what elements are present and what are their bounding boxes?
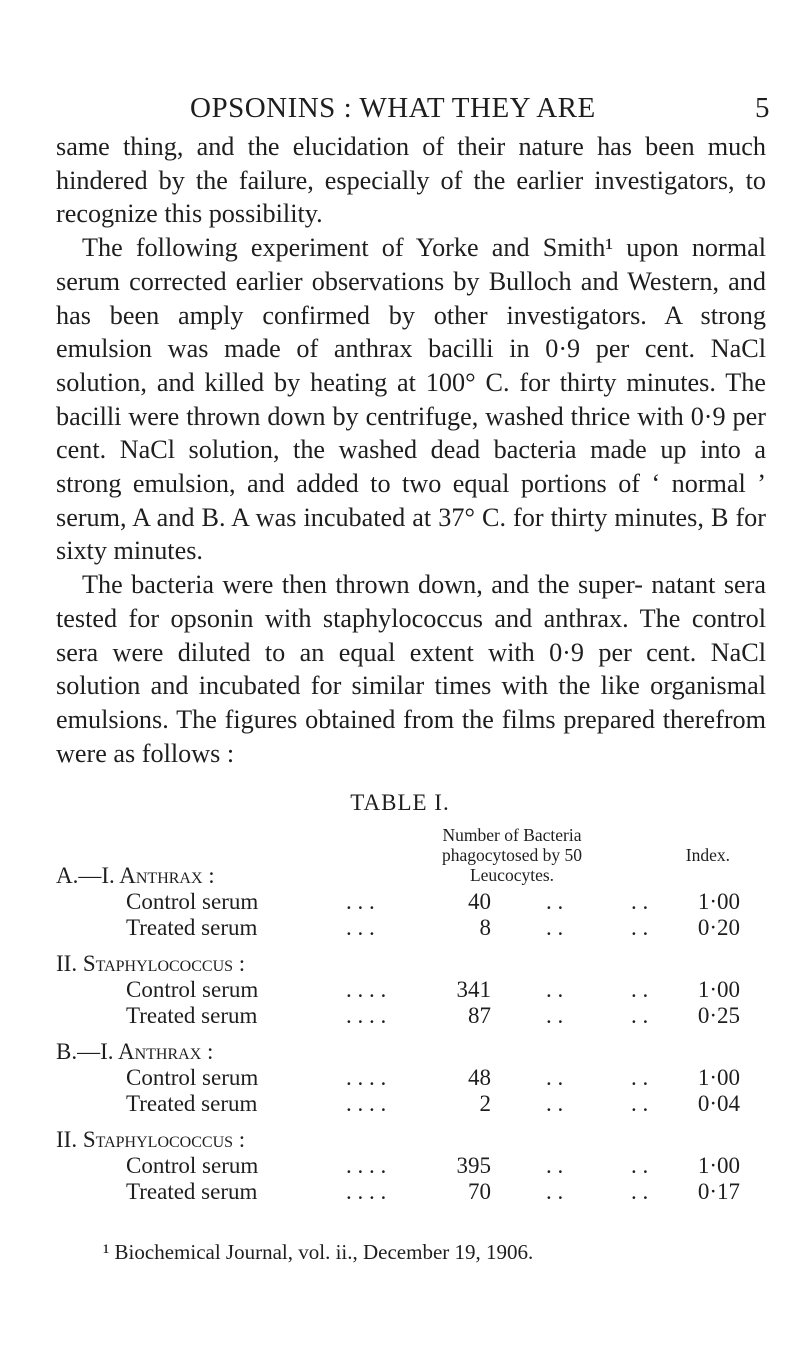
serum-label: Control serum: [126, 889, 259, 914]
table-section-row: [56, 951, 756, 977]
bacteria-count: 87: [468, 1003, 491, 1028]
table-row: [56, 889, 756, 915]
section-label: II. Staphylococcus :: [56, 1127, 246, 1152]
serum-label: Treated serum: [126, 915, 258, 940]
table-row: [56, 1153, 756, 1179]
index-value: 0·25: [697, 1003, 740, 1028]
leader-dots: . .: [631, 1065, 649, 1090]
leader-dots: . .: [546, 977, 564, 1002]
footnote: ¹ Biochemical Journal, vol. ii., December 19, 1906.: [103, 1240, 534, 1264]
paragraph-1: same thing, and the elucidation of their nature has been much hindered by the failure, especially of the earlier investigators, to recognize this possibility.: [56, 132, 766, 229]
leader-dots: . . . .: [346, 977, 387, 1002]
table-row: [56, 977, 756, 1003]
bacteria-count: 48: [468, 1065, 491, 1090]
column-header-count: Number of Bacteria phagocytosed by 50 Leucocytes.: [442, 825, 582, 885]
leader-dots: . . . .: [346, 1179, 387, 1204]
table-row: [56, 915, 756, 941]
leader-dots: . .: [546, 915, 564, 940]
leader-dots: . .: [631, 977, 649, 1002]
serum-label: Control serum: [126, 1153, 259, 1178]
serum-label: Treated serum: [126, 1003, 258, 1028]
leader-dots: . .: [546, 1003, 564, 1028]
data-table: [56, 863, 756, 1205]
serum-label: Control serum: [126, 1065, 259, 1090]
bacteria-count: 395: [456, 1153, 491, 1178]
leader-dots: . . . .: [346, 1153, 387, 1178]
section-label: A.—I. Anthrax :: [56, 863, 215, 888]
leader-dots: . .: [631, 889, 649, 914]
leader-dots: . .: [546, 1065, 564, 1090]
serum-label: Control serum: [126, 977, 259, 1002]
bacteria-count: 8: [479, 915, 491, 940]
running-title: OPSONINS : WHAT THEY ARE: [190, 92, 596, 124]
index-value: 0·04: [697, 1091, 740, 1116]
bacteria-count: 40: [468, 889, 491, 914]
table-section-row: [56, 863, 756, 889]
leader-dots: . .: [631, 1153, 649, 1178]
leader-dots: . .: [546, 889, 564, 914]
section-label: II. Staphylococcus :: [56, 951, 246, 976]
serum-label: Treated serum: [126, 1091, 258, 1116]
table-row: [56, 1065, 756, 1091]
bacteria-count: 341: [456, 977, 491, 1002]
bacteria-count: 2: [479, 1091, 491, 1116]
leader-dots: . .: [631, 915, 649, 940]
leader-dots: . .: [546, 1179, 564, 1204]
leader-dots: . . . .: [346, 1003, 387, 1028]
running-header: [190, 92, 770, 125]
leader-dots: . . .: [346, 889, 375, 914]
table-section-row: [56, 1127, 756, 1153]
index-value: 1·00: [697, 1065, 740, 1090]
index-value: 1·00: [697, 889, 740, 914]
table-row: [56, 1179, 756, 1205]
index-value: 0·20: [697, 915, 740, 940]
body-text: [56, 130, 766, 770]
leader-dots: . .: [546, 1091, 564, 1116]
index-value: 1·00: [697, 977, 740, 1002]
paragraph-3: The bacteria were then thrown down, and the super- natant sera tested for opsonin with staphylococcus and anthrax. The control sera were diluted to an equal extent with 0·9 per cent. NaCl solution and incubated for similar times with the like organismal emulsions. The figures obtained from the films prepared therefrom were as follows :: [56, 570, 766, 768]
section-label: B.—I. Anthrax :: [56, 1039, 214, 1064]
column-header-index: Index.: [685, 845, 730, 865]
table-section-row: [56, 1039, 756, 1065]
page-number: 5: [755, 92, 770, 124]
index-value: 0·17: [697, 1179, 740, 1204]
table-row: [56, 1091, 756, 1117]
bacteria-count: 70: [468, 1179, 491, 1204]
leader-dots: . .: [546, 1153, 564, 1178]
index-value: 1·00: [697, 1153, 740, 1178]
serum-label: Treated serum: [126, 1179, 258, 1204]
table-row: [56, 1003, 756, 1029]
leader-dots: . .: [631, 1003, 649, 1028]
leader-dots: . .: [631, 1179, 649, 1204]
leader-dots: . .: [631, 1091, 649, 1116]
leader-dots: . . . .: [346, 1065, 387, 1090]
leader-dots: . . . .: [346, 1091, 387, 1116]
leader-dots: . . .: [346, 915, 375, 940]
table-title: TABLE I.: [350, 790, 450, 815]
paragraph-2: The following experiment of Yorke and Smith¹ upon normal serum corrected earlier observations by Bulloch and Western, and has been amply confirmed by other investigators. A strong emulsion was made of anthrax bacilli in 0·9 per cent. NaCl solution, and killed by heating at 100° C. for thirty minutes. The bacilli were thrown down by centrifuge, washed thrice with 0·9 per cent. NaCl solution, the washed dead bacteria made up into a strong emulsion, and added to two equal portions of ‘ normal ’ serum, A and B. A was incubated at 37° C. for thirty minutes, B for sixty minutes.: [56, 233, 766, 566]
